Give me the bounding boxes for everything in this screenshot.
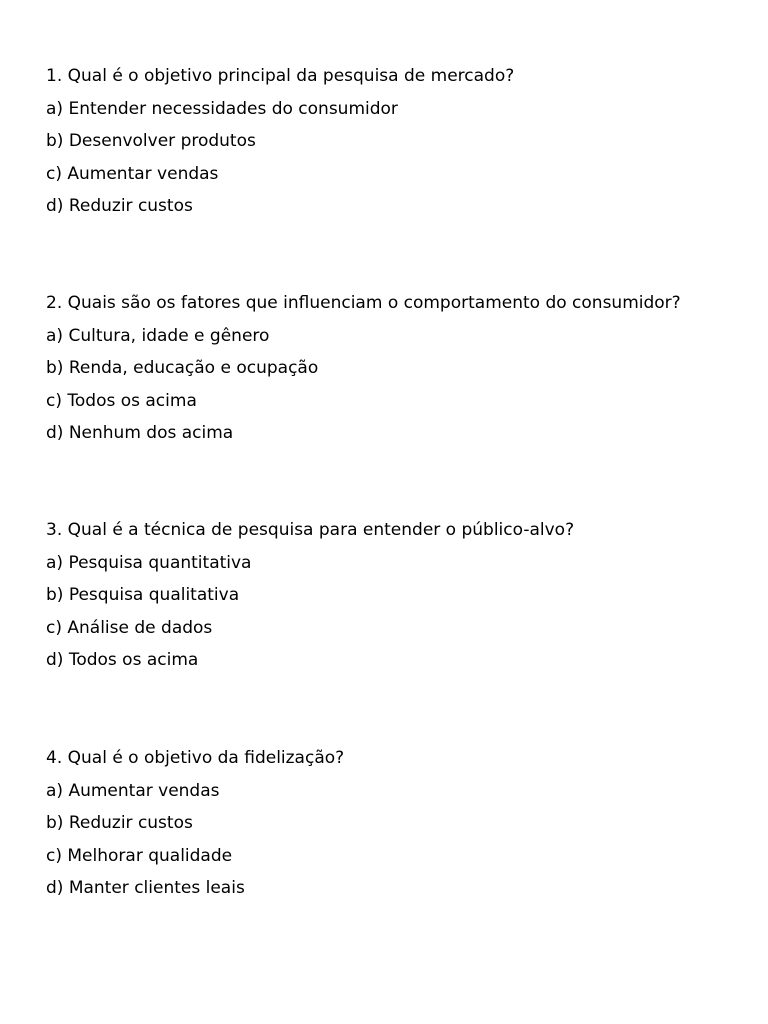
question-prompt: 4. Qual é o objetivo da fidelização?	[46, 748, 345, 768]
answer-option-c: c) Melhorar qualidade	[46, 845, 233, 866]
question-prompt: 2. Quais são os fatores que influenciam o comportamento do consumidor?	[46, 293, 681, 313]
answer-option-b: b) Pesquisa qualitativa	[46, 585, 240, 605]
answer-option-c: c) Todos os acima	[46, 390, 197, 411]
answer-option-d: d) Todos os acima	[46, 650, 199, 670]
question-prompt: 1. Qual é o objetivo principal da pesquisa de mercado?	[46, 66, 515, 86]
answer-option-d: d) Manter clientes leais	[46, 878, 245, 898]
answer-option-a: a) Aumentar vendas	[46, 780, 220, 801]
question-4	[46, 742, 344, 905]
question-3	[46, 514, 574, 677]
answer-option-d: d) Reduzir custos	[46, 196, 193, 216]
question-1	[46, 60, 514, 223]
answer-option-b: b) Renda, educação e ocupação	[46, 358, 319, 378]
question-prompt: 3. Qual é a técnica de pesquisa para entender o público-alvo?	[46, 520, 575, 540]
answer-option-c: c) Aumentar vendas	[46, 163, 219, 184]
answer-option-c: c) Análise de dados	[46, 617, 213, 638]
answer-option-a: a) Cultura, idade e gênero	[46, 325, 270, 346]
question-2	[46, 287, 681, 450]
answer-option-a: a) Pesquisa quantitativa	[46, 552, 252, 573]
answer-option-b: b) Desenvolver produtos	[46, 131, 256, 151]
answer-option-d: d) Nenhum dos acima	[46, 423, 234, 443]
answer-option-b: b) Reduzir custos	[46, 813, 193, 833]
answer-option-a: a) Entender necessidades do consumidor	[46, 98, 398, 119]
